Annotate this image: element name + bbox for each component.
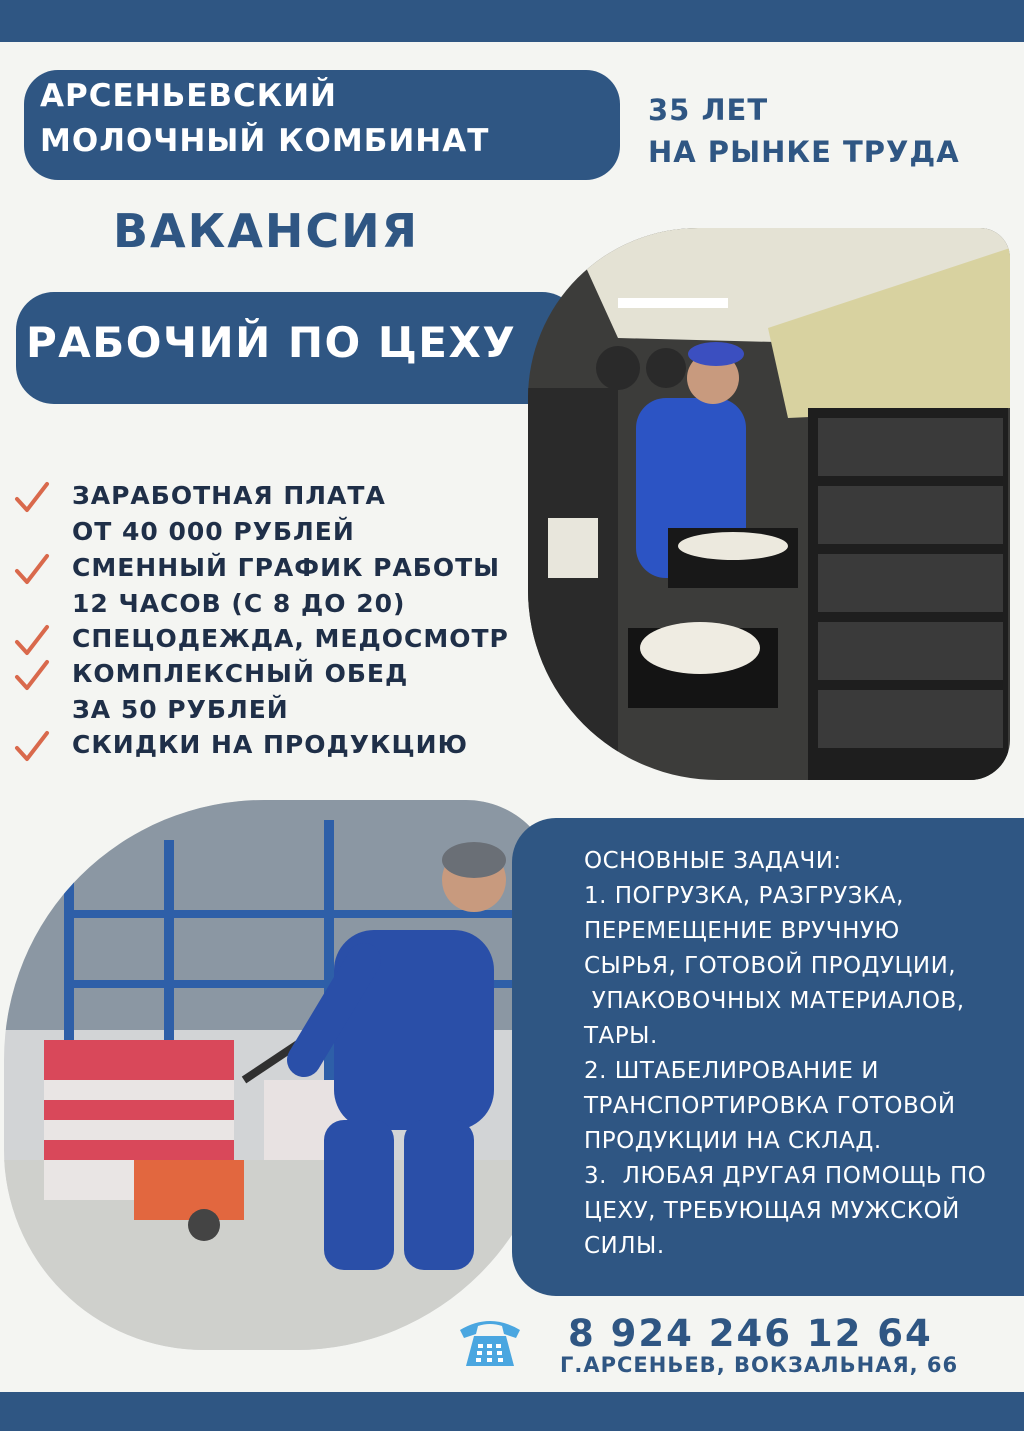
task-line: СЫРЬЯ, ГОТОВОЙ ПРОДУЦИИ, [584, 953, 957, 979]
vacancy-heading: ВАКАНСИЯ [113, 204, 420, 258]
task-line: 3. ЛЮБАЯ ДРУГАЯ ПОМОЩЬ ПО [584, 1163, 987, 1189]
task-line: 1. ПОГРУЗКА, РАЗГРУЗКА, [584, 883, 904, 909]
company-name-line1: АРСЕНЬЕВСКИЙ [40, 78, 337, 114]
benefit-line: СКИДКИ НА ПРОДУКЦИЮ [72, 730, 468, 759]
benefit-line: КОМПЛЕКСНЫЙ ОБЕД [72, 659, 409, 688]
task-line: 2. ШТАБЕЛИРОВАНИЕ И [584, 1058, 879, 1084]
task-line: УПАКОВОЧНЫХ МАТЕРИАЛОВ, [584, 988, 965, 1014]
top-band [0, 0, 1024, 42]
benefit-line: 12 ЧАСОВ (С 8 ДО 20) [72, 589, 406, 618]
benefit-line: СМЕННЫЙ ГРАФИК РАБОТЫ [72, 553, 501, 582]
task-line: СИЛЫ. [584, 1233, 665, 1259]
checkmark-icon [14, 729, 50, 765]
company-name-banner [24, 70, 620, 180]
bottom-band [0, 1392, 1024, 1431]
anniversary-line1: 35 ЛЕТ [648, 93, 769, 127]
checkmark-icon [14, 552, 50, 588]
tasks-heading: ОСНОВНЫЕ ЗАДАЧИ: [584, 848, 842, 874]
address: Г.АРСЕНЬЕВ, ВОКЗАЛЬНАЯ, 66 [560, 1353, 959, 1377]
cold-storage-photo [528, 228, 1010, 780]
benefit-line: ЗАРАБОТНАЯ ПЛАТА [72, 481, 386, 510]
task-line: ЦЕХУ, ТРЕБУЮЩАЯ МУЖСКОЙ [584, 1198, 960, 1224]
task-line: ПЕРЕМЕЩЕНИЕ ВРУЧНУЮ [584, 918, 900, 944]
checkmark-icon [14, 623, 50, 659]
checkmark-icon [14, 480, 50, 516]
position-banner [16, 292, 580, 404]
benefit-line: СПЕЦОДЕЖДА, МЕДОСМОТР [72, 624, 509, 653]
tasks-panel [512, 818, 1024, 1296]
task-line: ТАРЫ. [584, 1023, 658, 1049]
cold-storage-illustration [528, 228, 1010, 780]
task-line: ТРАНСПОРТИРОВКА ГОТОВОЙ [584, 1093, 956, 1119]
phone-number[interactable]: 8 924 246 12 64 [568, 1312, 933, 1355]
telephone-icon [456, 1312, 524, 1370]
company-name-line2: МОЛОЧНЫЙ КОМБИНАТ [40, 123, 490, 159]
anniversary-line2: НА РЫНКЕ ТРУДА [648, 135, 960, 169]
task-line: ПРОДУКЦИИ НА СКЛАД. [584, 1128, 882, 1154]
position-title: РАБОЧИЙ ПО ЦЕХУ [26, 318, 517, 367]
benefit-line: ЗА 50 РУБЛЕЙ [72, 695, 289, 724]
warehouse-photo [4, 800, 556, 1350]
benefit-line: ОТ 40 000 РУБЛЕЙ [72, 517, 355, 546]
checkmark-icon [14, 658, 50, 694]
warehouse-illustration [4, 800, 556, 1350]
